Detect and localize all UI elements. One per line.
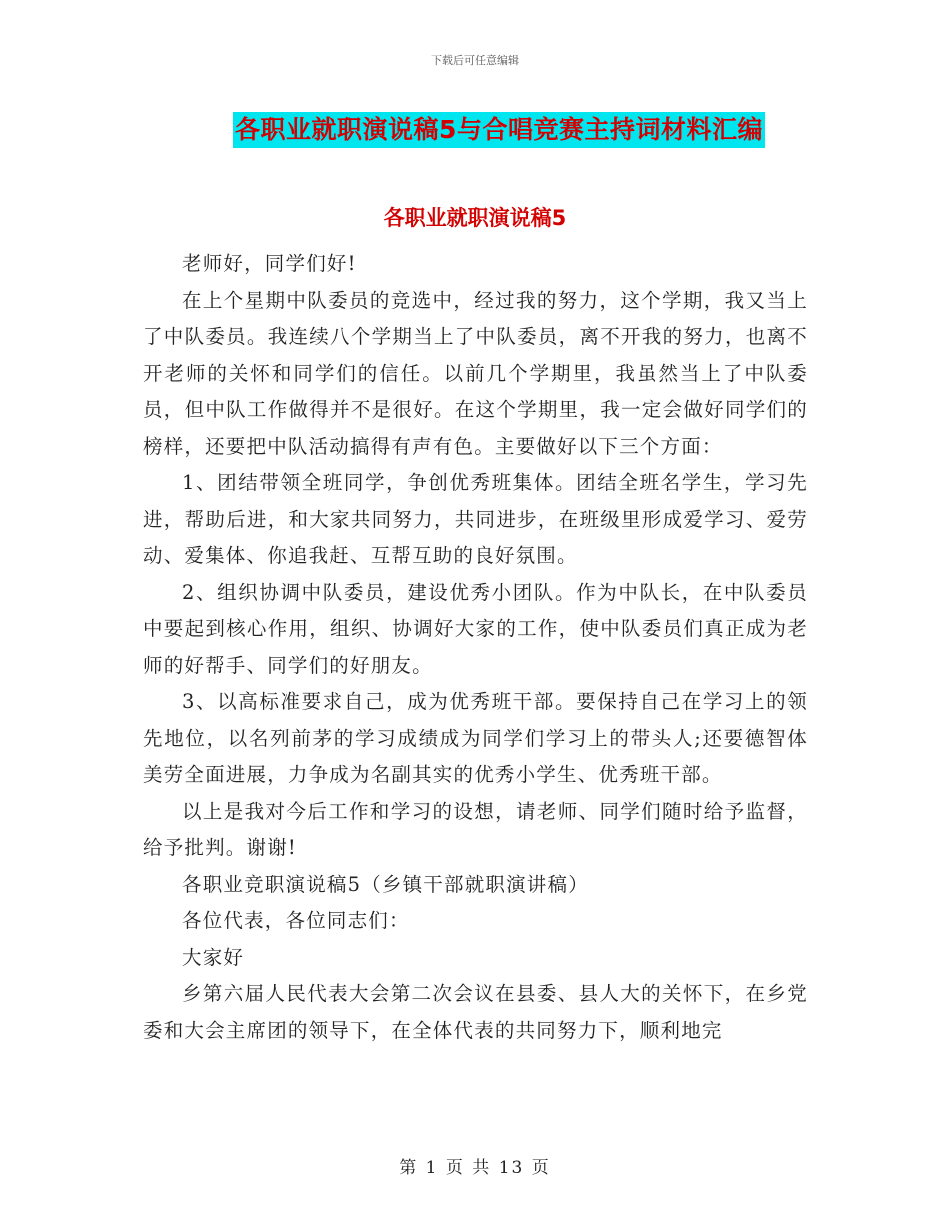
paragraph: 以上是我对今后工作和学习的设想，请老师、同学们随时给予监督，给予批判。谢谢! [143,799,808,859]
paragraph: 2、组织协调中队委员，建设优秀小团队。作为中队长，在中队委员中要起到核心作用，组织、协调好大家的工作，使中队委员们真正成为老师的好帮手、同学们的好朋友。 [143,580,808,677]
page-footer: 第 1 页 共 13 页 [399,1158,551,1178]
main-title-container [0,112,950,148]
main-title: 各职业就职演说稿5与合唱竞赛主持词材料汇编 [233,112,765,148]
paragraph: 大家好 [182,945,245,969]
paragraph: 老师好，同学们好! [182,252,357,275]
paragraph: 1、团结带领全班同学，争创优秀班集体。团结全班名学生，学习先进，帮助后进，和大家共同努力，共同进步，在班级里形成爱学习、爱劳动、爱集体、你追我赶、互帮互助的良好氛围。 [143,471,808,567]
paragraph: 在上个星期中队委员的竞选中，经过我的努力，这个学期，我又当上了中队委员。我连续八个学期当上了中队委员，离不开我的努力，也离不开老师的关怀和同学们的信任。以前几个学期里，我虽然当上了中队委员，但中队工作做得并不是很好。在这个学期里，我一定会做好同学们的榜样，还要把中队活动搞得有声有色。主要做好以下三个方面： [143,288,808,458]
section-title: 各职业就职演说稿5 [383,206,567,230]
header-note: 下载后可任意编辑 [431,54,519,67]
document-body [143,246,808,1049]
paragraph: 乡第六届人民代表大会第二次会议在县委、县人大的关怀下，在乡党委和大会主席团的领导下，在全体代表的共同努力下，顺利地完 [143,982,808,1042]
paragraph: 各位代表，各位同志们： [182,909,410,932]
paragraph: 3、以高标准要求自己，成为优秀班干部。要保持自己在学习上的领先地位，以名列前茅的学习成绩成为同学们学习上的带头人;还要德智体美劳全面进展，力争成为名副其实的优秀小学生、优秀班干部。 [143,690,808,786]
paragraph: 各职业竞职演说稿5（乡镇干部就职演讲稿） [182,872,589,896]
